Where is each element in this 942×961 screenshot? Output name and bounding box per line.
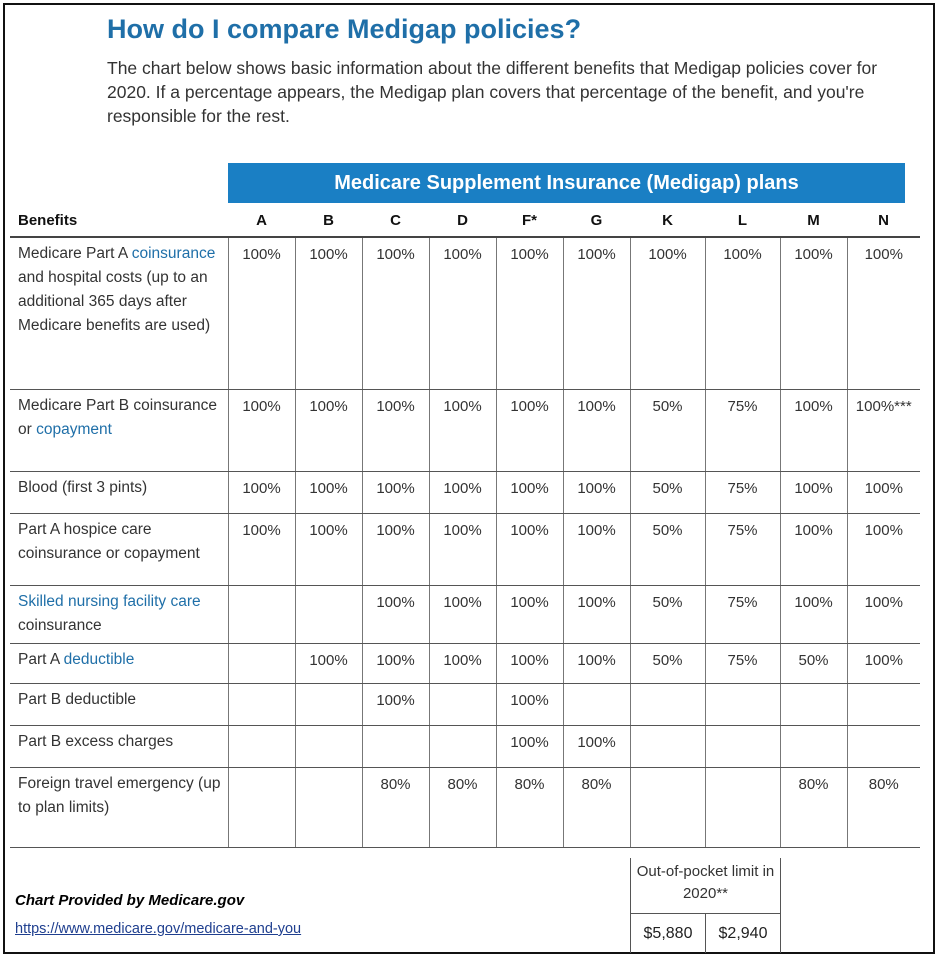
- coverage-cell: [228, 683, 295, 725]
- coverage-cell: 100%: [295, 237, 362, 389]
- coverage-cell: 100%: [429, 389, 496, 471]
- table-row: [10, 683, 920, 725]
- glossary-link[interactable]: Skilled nursing facility care: [18, 592, 201, 610]
- chart-credit: Chart Provided by Medicare.gov: [15, 892, 245, 909]
- coverage-cell: 100%: [362, 585, 429, 643]
- coverage-cell: 100%: [429, 471, 496, 513]
- glossary-link[interactable]: coinsurance: [131, 245, 216, 262]
- coverage-cell: 100%: [228, 389, 295, 471]
- coverage-cell: 100%: [295, 471, 362, 513]
- coverage-cell: [847, 683, 920, 725]
- table-row: [10, 767, 920, 847]
- coverage-cell: 100%: [563, 471, 630, 513]
- out-of-pocket-values: [630, 913, 781, 953]
- coverage-cell: 100%: [563, 237, 630, 389]
- plan-header: G: [563, 205, 630, 237]
- coverage-cell: 100%: [295, 513, 362, 585]
- coverage-cell: 100%: [362, 643, 429, 683]
- plan-header: B: [295, 205, 362, 237]
- coverage-cell: 100%: [847, 237, 920, 389]
- coverage-cell: 100%: [429, 513, 496, 585]
- coverage-cell: [295, 767, 362, 847]
- coverage-cell: 80%: [847, 767, 920, 847]
- benefit-text: and hospital costs (up to an additional 365 days after Medicare benefits are used): [18, 269, 211, 334]
- coverage-cell: 50%: [630, 585, 705, 643]
- coverage-cell: 100%: [429, 643, 496, 683]
- coverage-cell: 100%: [295, 389, 362, 471]
- coverage-cell: 100%: [563, 389, 630, 471]
- medigap-comparison-table: [10, 205, 920, 848]
- benefit-text: Part B deductible: [18, 690, 137, 708]
- coverage-cell: 75%: [705, 471, 780, 513]
- coverage-cell: 100%: [496, 237, 563, 389]
- coverage-cell: [780, 683, 847, 725]
- coverage-cell: 100%: [228, 471, 295, 513]
- coverage-cell: [847, 725, 920, 767]
- coverage-cell: [295, 585, 362, 643]
- coverage-cell: [630, 683, 705, 725]
- coverage-cell: 100%: [496, 643, 563, 683]
- coverage-cell: 80%: [780, 767, 847, 847]
- coverage-cell: [705, 725, 780, 767]
- benefit-text: Medicare Part B coinsurance or: [18, 396, 218, 438]
- coverage-cell: 100%: [563, 513, 630, 585]
- coverage-cell: 100%: [496, 683, 563, 725]
- coverage-cell: 100%: [228, 237, 295, 389]
- coverage-cell: 100%: [780, 585, 847, 643]
- coverage-cell: 100%: [362, 389, 429, 471]
- coverage-cell: [429, 683, 496, 725]
- coverage-cell: [705, 683, 780, 725]
- coverage-cell: 100%: [780, 389, 847, 471]
- table-row: [10, 471, 920, 513]
- benefit-name: [10, 725, 228, 767]
- coverage-cell: 100%: [295, 643, 362, 683]
- coverage-cell: [563, 683, 630, 725]
- plan-header: L: [705, 205, 780, 237]
- coverage-cell: 100%: [847, 513, 920, 585]
- coverage-cell: 100%: [362, 471, 429, 513]
- table-row: [10, 389, 920, 471]
- coverage-cell: 100%: [228, 513, 295, 585]
- coverage-cell: 100%: [780, 513, 847, 585]
- glossary-link[interactable]: deductible: [63, 650, 135, 668]
- out-of-pocket-label: Out-of-pocket limit in 2020**: [630, 858, 781, 913]
- coverage-cell: 100%: [563, 725, 630, 767]
- coverage-cell: 75%: [705, 585, 780, 643]
- coverage-cell: 100%: [847, 643, 920, 683]
- coverage-cell: 100%: [362, 237, 429, 389]
- page-title: How do I compare Medigap policies?: [107, 14, 582, 44]
- benefit-text: Part A: [18, 650, 64, 668]
- coverage-cell: 100%: [496, 725, 563, 767]
- coverage-cell: 100%: [780, 471, 847, 513]
- coverage-cell: [705, 767, 780, 847]
- coverage-cell: [362, 725, 429, 767]
- coverage-cell: 100%: [496, 471, 563, 513]
- table-row: [10, 237, 920, 389]
- coverage-cell: [228, 767, 295, 847]
- coverage-cell: 50%: [630, 513, 705, 585]
- coverage-cell: 100%: [847, 471, 920, 513]
- coverage-cell: 50%: [780, 643, 847, 683]
- plan-header: C: [362, 205, 429, 237]
- coverage-cell: 80%: [563, 767, 630, 847]
- coverage-cell: [228, 725, 295, 767]
- benefit-name: [10, 237, 228, 389]
- coverage-cell: [295, 683, 362, 725]
- benefit-text: Part A hospice care coinsurance or copayment: [18, 520, 200, 562]
- benefit-text: Blood (first 3 pints): [18, 478, 148, 496]
- plan-header: M: [780, 205, 847, 237]
- glossary-link[interactable]: copayment: [36, 420, 112, 438]
- coverage-cell: 100%: [847, 585, 920, 643]
- source-link[interactable]: https://www.medicare.gov/medicare-and-you: [15, 921, 302, 937]
- benefit-name: [10, 513, 228, 585]
- coverage-cell: 75%: [705, 389, 780, 471]
- plan-header: K: [630, 205, 705, 237]
- coverage-cell: 100%: [630, 237, 705, 389]
- coverage-cell: 100%: [780, 237, 847, 389]
- table-row: [10, 585, 920, 643]
- benefit-name: [10, 683, 228, 725]
- benefit-text: Foreign travel emergency (up to plan limits): [18, 774, 221, 816]
- benefit-name: [10, 471, 228, 513]
- coverage-cell: 75%: [705, 643, 780, 683]
- benefit-text: Part B excess charges: [18, 732, 174, 750]
- table-row: [10, 513, 920, 585]
- benefit-text: Medicare Part A: [18, 245, 132, 262]
- coverage-cell: 80%: [496, 767, 563, 847]
- coverage-cell: 80%: [362, 767, 429, 847]
- coverage-cell: 50%: [630, 643, 705, 683]
- plan-header: N: [847, 205, 920, 237]
- table-header-row: [10, 205, 920, 237]
- benefit-name: [10, 389, 228, 471]
- table-row: [10, 725, 920, 767]
- coverage-cell: [228, 643, 295, 683]
- coverage-cell: 100%: [362, 513, 429, 585]
- benefits-column-header: Benefits: [10, 205, 228, 237]
- coverage-cell: 80%: [429, 767, 496, 847]
- table-row: [10, 643, 920, 683]
- plan-header: F*: [496, 205, 563, 237]
- coverage-cell: 100%: [705, 237, 780, 389]
- coverage-cell: 100%: [563, 643, 630, 683]
- benefit-name: [10, 643, 228, 683]
- coverage-cell: 100%: [496, 513, 563, 585]
- coverage-cell: [630, 725, 705, 767]
- coverage-cell: 100%: [429, 585, 496, 643]
- coverage-cell: [630, 767, 705, 847]
- coverage-cell: 100%: [563, 585, 630, 643]
- coverage-cell: 100%***: [847, 389, 920, 471]
- plan-header: A: [228, 205, 295, 237]
- coverage-cell: 75%: [705, 513, 780, 585]
- benefit-name: [10, 585, 228, 643]
- benefit-text: coinsurance: [18, 616, 102, 634]
- intro-paragraph: The chart below shows basic information about the different benefits that Medigap policies cover for 2020. If a percentage appears, the Medigap plan covers that percentage of the benefit, and you're responsible for the rest.: [107, 58, 878, 126]
- coverage-cell: 100%: [362, 683, 429, 725]
- coverage-cell: [429, 725, 496, 767]
- coverage-cell: [295, 725, 362, 767]
- oop-limit-plan-l: $2,940: [705, 914, 780, 953]
- benefit-name: [10, 767, 228, 847]
- plans-banner: Medicare Supplement Insurance (Medigap) plans: [228, 163, 905, 203]
- oop-limit-plan-k: $5,880: [643, 924, 693, 942]
- coverage-cell: 50%: [630, 389, 705, 471]
- coverage-cell: 50%: [630, 471, 705, 513]
- plan-header: D: [429, 205, 496, 237]
- coverage-cell: 100%: [496, 585, 563, 643]
- coverage-cell: 100%: [496, 389, 563, 471]
- coverage-cell: 100%: [429, 237, 496, 389]
- coverage-cell: [780, 725, 847, 767]
- coverage-cell: [228, 585, 295, 643]
